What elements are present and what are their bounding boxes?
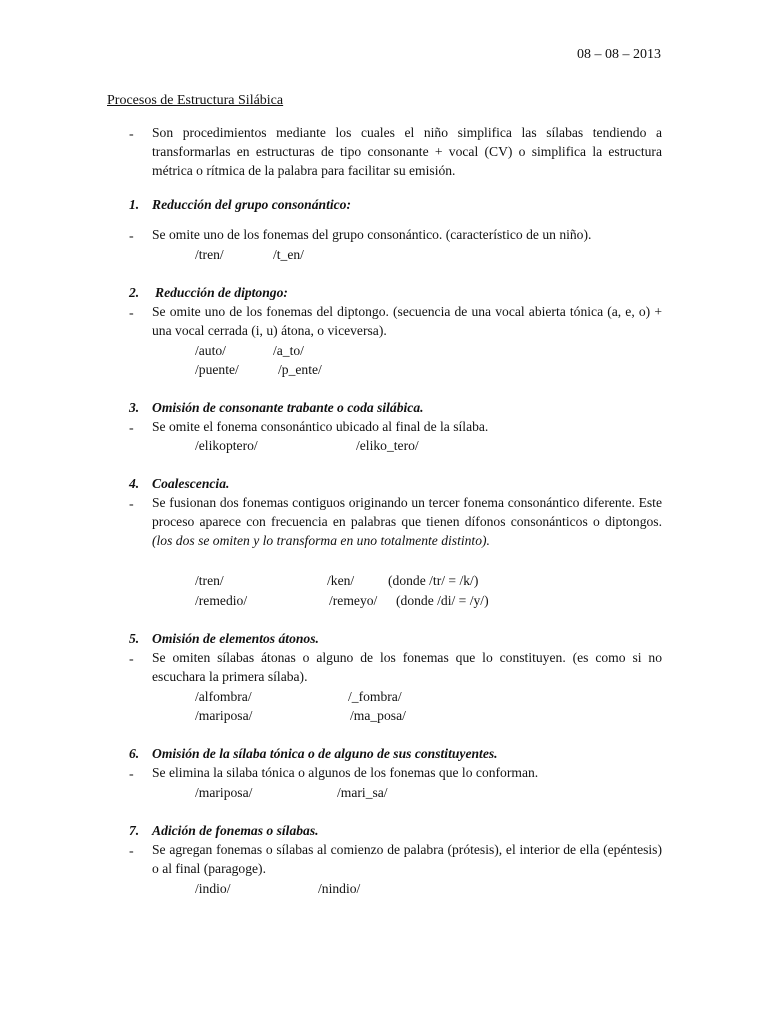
section-7-example-1-original: /indio/ [195, 881, 231, 896]
section-2-number: 2. [129, 285, 140, 300]
section-3-number: 3. [129, 400, 140, 415]
section-2-example-2-original: /puente/ [195, 362, 239, 377]
section-7-example-1-result: /nindio/ [318, 881, 361, 896]
section-6-example-1-original: /mariposa/ [195, 785, 253, 800]
intro-paragraph: Son procedimientos mediante los cuales el niño simplifica las sílabas tendiendo a transformarlas en estructuras de tipo consonante + vocal (CV) o simplifica la estructura métrica o rítmica de la palabra para facilitar su emisión. [152, 125, 662, 178]
bullet-dash: - [129, 767, 134, 782]
bullet-dash: - [129, 497, 134, 512]
section-7-heading: Adición de fonemas o sílabas. [152, 823, 319, 838]
section-1-heading: Reducción del grupo consonántico: [152, 197, 352, 212]
section-4-heading: Coalescencia. [152, 476, 230, 491]
section-5-number: 5. [129, 631, 140, 646]
section-5-example-2-original: /mariposa/ [195, 708, 253, 723]
section-3-heading: Omisión de consonante trabante o coda silábica. [152, 400, 424, 415]
section-4-text [152, 493, 662, 550]
document-title: Procesos de Estructura Silábica [107, 93, 284, 108]
section-2-text: Se omite uno de los fonemas del diptongo. (secuencia de una vocal abierta tónica (a, e, o) + una vocal cerrada (i, u) átona, o viceversa). [152, 304, 662, 338]
section-4-text-note: (los dos se omiten y lo transforma en uno totalmente distinto). [152, 533, 490, 548]
section-6-heading: Omisión de la sílaba tónica o de alguno de sus constituyentes. [152, 746, 498, 761]
section-3-text: Se omite el fonema consonántico ubicado al final de la sílaba. [152, 419, 489, 434]
section-2-example-1-original: /auto/ [195, 343, 226, 358]
section-7-text: Se agregan fonemas o sílabas al comienzo de palabra (prótesis), el interior de ella (epéntesis) o al final (paragoge). [152, 842, 662, 876]
section-4-example-2-note: (donde /di/ = /y/) [396, 593, 489, 608]
bullet-dash: - [129, 306, 134, 321]
section-1-text: Se omite uno de los fonemas del grupo consonántico. (característico de un niño). [152, 227, 592, 242]
bullet-dash: - [129, 127, 134, 142]
section-6-example-1-result: /mari_sa/ [337, 785, 388, 800]
section-1-example-1-original: /tren/ [195, 247, 224, 262]
section-3-example-1-original: /elikoptero/ [195, 438, 258, 453]
section-4-example-1-note: (donde /tr/ = /k/) [388, 573, 479, 588]
section-7-number: 7. [129, 823, 140, 838]
section-4-example-1-original: /tren/ [195, 573, 224, 588]
section-6-number: 6. [129, 746, 140, 761]
document-date: 08 – 08 – 2013 [577, 47, 661, 62]
section-1-number: 1. [129, 197, 140, 212]
bullet-dash: - [129, 229, 134, 244]
section-1-example-1-result: /t_en/ [273, 247, 304, 262]
section-5-example-1-result: /_fombra/ [348, 689, 402, 704]
section-4-example-2-original: /remedio/ [195, 593, 248, 608]
section-4-text-main: Se fusionan dos fonemas contiguos originando un tercer fonema consonántico diferente. Este proceso aparece con frecuencia en palabras que tienen dífonos consonánticos o diptongos. [152, 495, 662, 529]
section-4-example-1-result: /ken/ [327, 573, 355, 588]
section-3-example-1-result: /eliko_tero/ [356, 438, 419, 453]
section-5-example-1-original: /alfombra/ [195, 689, 252, 704]
section-5-heading: Omisión de elementos átonos. [152, 631, 319, 646]
section-2-example-1-result: /a_to/ [273, 343, 304, 358]
section-5-text: Se omiten sílabas átonas o alguno de los fonemas que lo constituyen. (es como si no escuchara la primera sílaba). [152, 650, 662, 684]
section-4-number: 4. [129, 476, 140, 491]
section-4-example-2-result: /remeyo/ [329, 593, 378, 608]
bullet-dash: - [129, 844, 134, 859]
section-2-heading: Reducción de diptongo: [155, 285, 288, 300]
section-6-text: Se elimina la silaba tónica o algunos de los fonemas que lo conforman. [152, 765, 539, 780]
bullet-dash: - [129, 652, 134, 667]
section-5-example-2-result: /ma_posa/ [350, 708, 406, 723]
bullet-dash: - [129, 421, 134, 436]
section-2-example-2-result: /p_ente/ [278, 362, 322, 377]
